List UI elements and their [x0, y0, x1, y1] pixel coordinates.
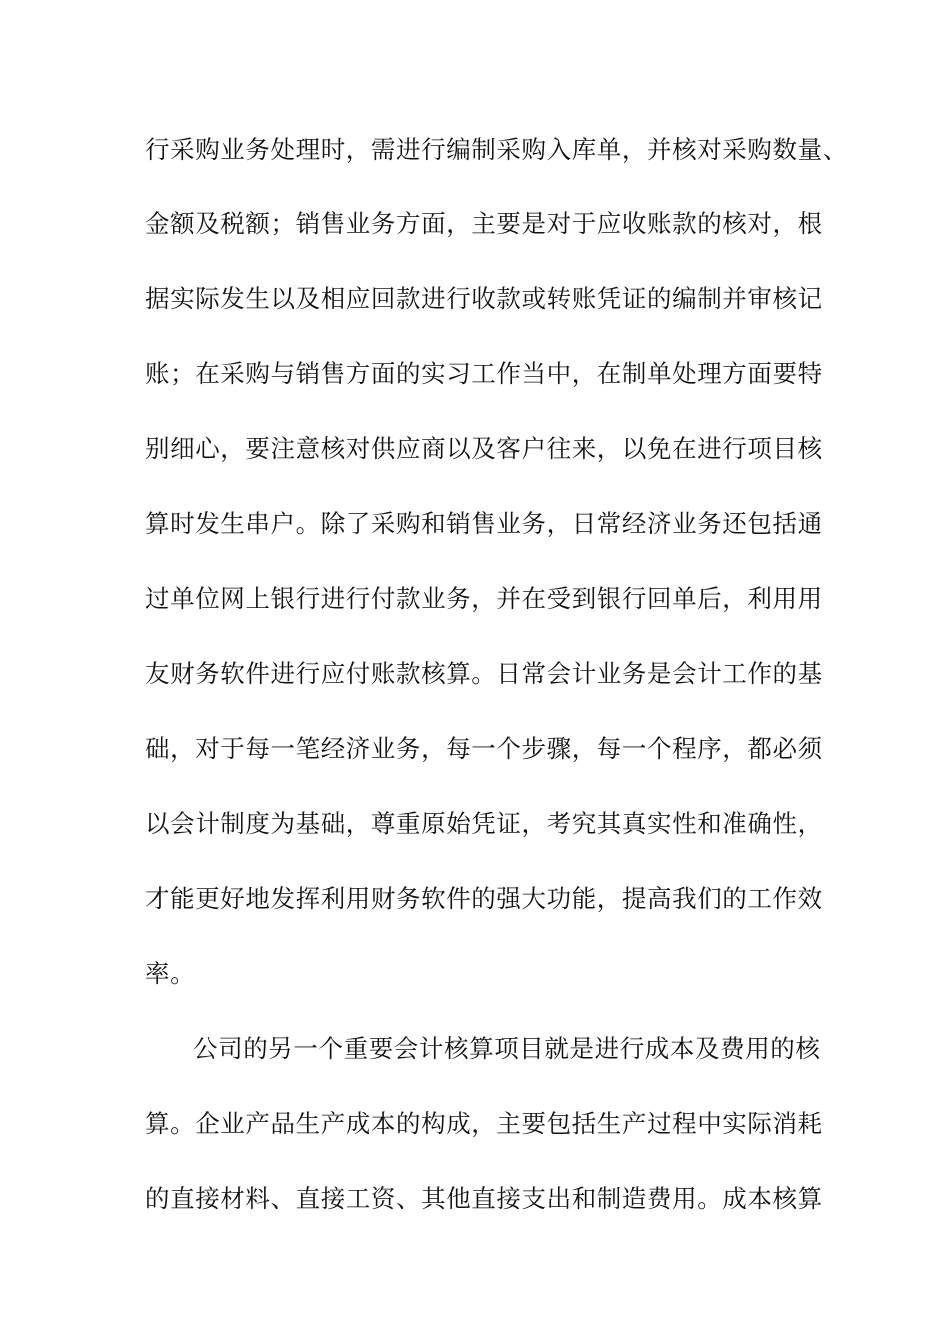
paragraph-2-line-1: 公司的另一个重要会计核算项目就是进行成本及费用的核	[193, 1034, 821, 1063]
paragraph-1-line-9: 础，对于每一笔经济业务，每一个步骤，每一个程序，都必须	[145, 734, 823, 763]
paragraph-1-line-6: 算时发生串户。除了采购和销售业务，日常经济业务还包括通	[145, 509, 823, 538]
paragraph-2-line-2: 算。企业产品生产成本的构成，主要包括生产过程中实际消耗	[145, 1109, 823, 1138]
paragraph-1-line-2: 金额及税额；销售业务方面，主要是对于应收账款的核对，根	[145, 209, 823, 238]
paragraph-1-line-3: 据实际发生以及相应回款进行收款或转账凭证的编制并审核记	[145, 284, 823, 313]
paragraph-2-line-3: 的直接材料、直接工资、其他直接支出和制造费用。成本核算	[145, 1184, 823, 1213]
paragraph-1-line-8: 友财务软件进行应付账款核算。日常会计业务是会计工作的基	[145, 659, 823, 688]
paragraph-1-line-10: 以会计制度为基础，尊重原始凭证，考究其真实性和准确性，	[145, 809, 823, 838]
paragraph-1-line-1: 行采购业务处理时，需进行编制采购入库单，并核对采购数量、	[145, 135, 848, 164]
paragraph-1-line-7: 过单位网上银行进行付款业务，并在受到银行回单后，利用用	[145, 584, 823, 613]
paragraph-1-line-12: 率。	[145, 959, 196, 988]
paragraph-1-line-11: 才能更好地发挥利用财务软件的强大功能，提高我们的工作效	[145, 884, 823, 913]
paragraph-1-line-5: 别细心，要注意核对供应商以及客户往来，以免在进行项目核	[145, 434, 823, 463]
paragraph-1-line-4: 账；在采购与销售方面的实习工作当中，在制单处理方面要特	[145, 359, 823, 388]
